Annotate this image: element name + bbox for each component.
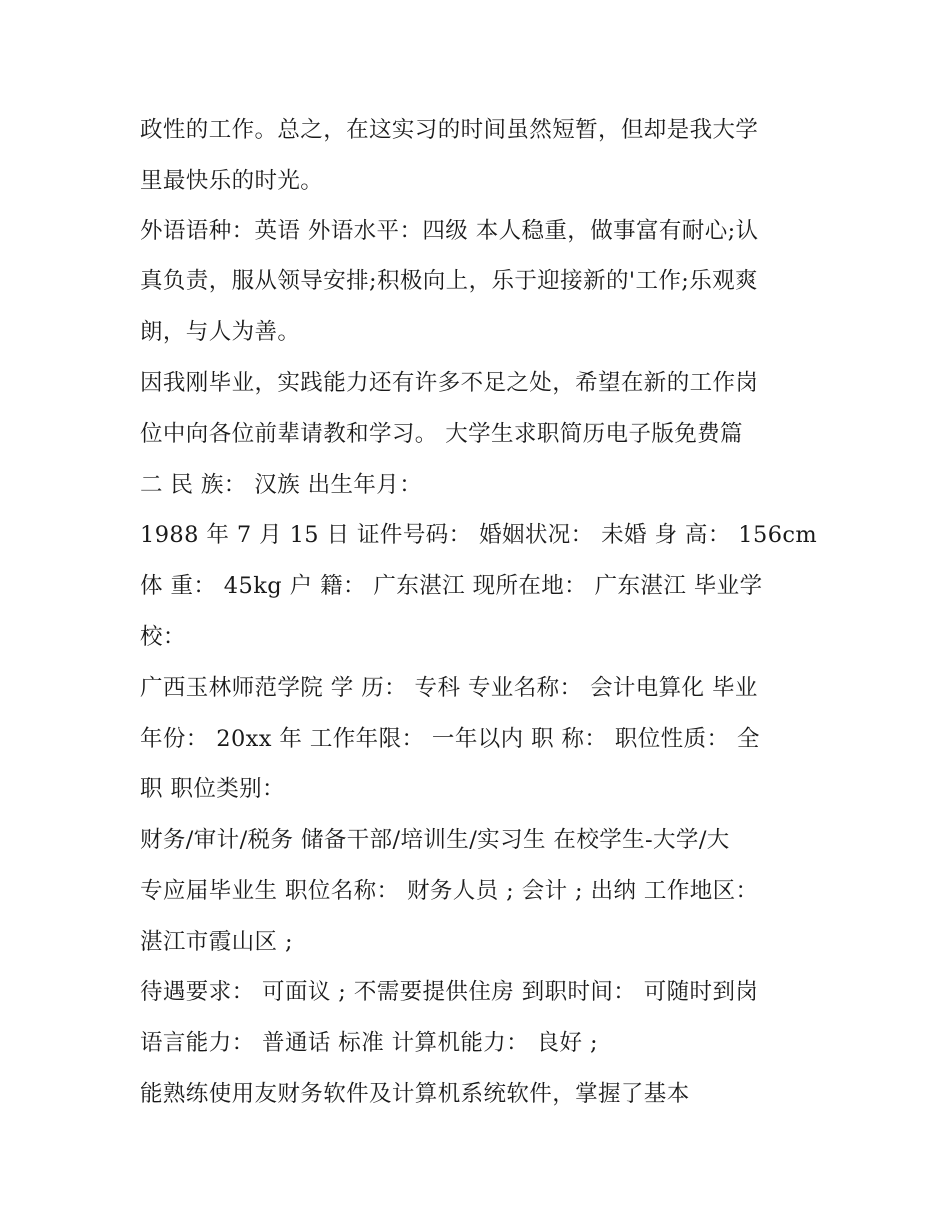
text-line: 职 职位类别： [140, 776, 285, 802]
text-line: 年份： 20xx 年 工作年限： 一年以内 职 称： 职位性质： 全 [140, 726, 760, 752]
text-line: 语言能力： 普通话 标准 计算机能力： 良好 ; [140, 1030, 598, 1056]
text-line: 政性的工作。总之，在这实习的时间虽然短暂，但却是我大学 [140, 117, 759, 143]
text-line: 位中向各位前辈请教和学习。 大学生求职简历电子版免费篇 [140, 421, 743, 447]
text-line: 校： [140, 624, 186, 650]
text-line: 专应届毕业生 职位名称： 财务人员 ; 会计 ; 出纳 工作地区： [140, 878, 759, 904]
text-line: 体 重： 45kg 户 籍： 广东湛江 现所在地： 广东湛江 毕业学 [140, 573, 763, 599]
text-line: 朗，与人为善。 [140, 319, 301, 345]
text-line: 二 民 族： 汉族 出生年月： [140, 472, 423, 498]
text-line: 1988 年 7 月 15 日 证件号码： 婚姻状况： 未婚 身 高： 156cm [140, 522, 818, 548]
text-line: 因我刚毕业，实践能力还有许多不足之处，希望在新的工作岗 [140, 370, 759, 396]
text-line: 湛江市霞山区 ; [140, 929, 293, 955]
text-line: 能熟练使用友财务软件及计算机系统软件，掌握了基本 [140, 1081, 690, 1107]
text-line: 财务/审计/税务 储备干部/培训生/实习生 在校学生-大学/大 [140, 827, 730, 853]
text-line: 外语语种：英语 外语水平：四级 本人稳重，做事富有耐心;认 [140, 218, 759, 244]
text-line: 里最快乐的时光。 [140, 168, 324, 194]
text-line: 待遇要求： 可面议 ; 不需要提供住房 到职时间： 可随时到岗 [140, 979, 759, 1005]
text-line: 广西玉林师范学院 学 历： 专科 专业名称： 会计电算化 毕业 [140, 675, 758, 701]
text-line: 真负责，服从领导安排;积极向上，乐于迎接新的'工作;乐观爽 [140, 268, 758, 294]
